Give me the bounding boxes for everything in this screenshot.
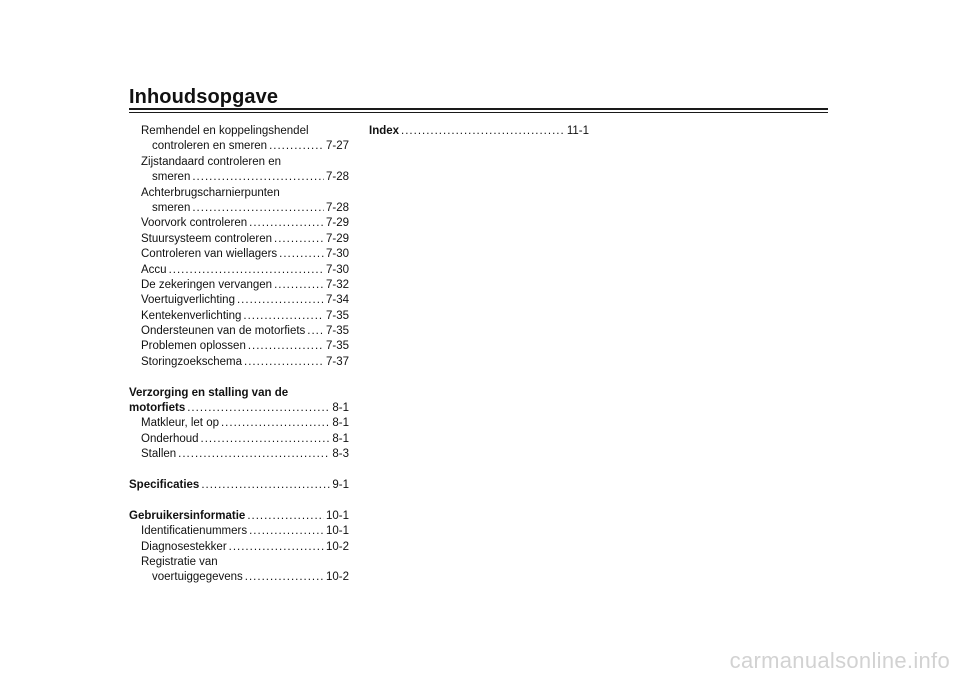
- toc-entry-title: voertuiggegevens: [152, 571, 243, 584]
- toc-page-number: 7-34: [325, 294, 349, 307]
- title-rule-thin: [129, 112, 828, 113]
- toc-entry-title: Problemen oplossen: [141, 340, 246, 353]
- toc-page-number: 10-2: [325, 571, 349, 584]
- toc-page-number: 7-37: [325, 355, 349, 368]
- toc-page-number: 7-27: [325, 140, 349, 153]
- toc-page-number: 8-1: [332, 432, 349, 445]
- toc-entry[interactable]: [129, 524, 349, 539]
- toc-page-number: 9-1: [332, 478, 349, 491]
- toc-entry[interactable]: [129, 355, 349, 370]
- dot-leader: [178, 447, 330, 462]
- toc-entry-title: controleren en smeren: [152, 140, 268, 153]
- toc-entry[interactable]: [129, 139, 349, 154]
- toc-entry-label: Zijstandaard controleren en: [141, 155, 281, 168]
- toc-entry-title: Kentekenverlichting: [141, 309, 242, 322]
- dot-leader: [248, 339, 324, 354]
- dot-leader: [249, 216, 324, 231]
- dot-leader: [401, 124, 565, 139]
- toc-page-number: 7-32: [325, 278, 349, 291]
- dot-leader: [244, 355, 324, 370]
- section-spacer: [129, 463, 349, 478]
- toc-entry[interactable]: [129, 293, 349, 308]
- toc-entry-title: Voertuigverlichting: [141, 294, 235, 307]
- dot-leader: [279, 247, 324, 262]
- toc-entry[interactable]: [129, 170, 349, 185]
- toc-entry-label: Remhendel en koppelingshendel: [141, 125, 309, 137]
- toc-page-number: 7-28: [325, 171, 349, 184]
- toc-page-number: 7-35: [325, 325, 349, 338]
- dot-leader: [192, 170, 324, 185]
- toc-entry-title: Stuursysteem controleren: [141, 232, 273, 245]
- toc-entry[interactable]: [129, 278, 349, 293]
- toc-page-number: 7-30: [325, 248, 349, 261]
- toc-entry[interactable]: [129, 216, 349, 231]
- toc-entry[interactable]: [129, 447, 349, 462]
- toc-section-entry[interactable]: [369, 124, 589, 139]
- toc-page-number: 7-28: [325, 201, 349, 214]
- toc-page-number: 10-1: [325, 509, 349, 522]
- toc-entry-title: smeren: [152, 171, 191, 184]
- dot-leader: [249, 524, 324, 539]
- dot-leader: [274, 278, 324, 293]
- dot-leader: [221, 416, 330, 431]
- watermark-text: carmanualsonline.info: [729, 648, 950, 673]
- dot-leader: [237, 293, 324, 308]
- toc-entry-title: Ondersteunen van de motorfiets: [141, 325, 306, 338]
- toc-page-number: 7-29: [325, 232, 349, 245]
- toc-entry[interactable]: [129, 540, 349, 555]
- toc-column-right: [369, 124, 589, 139]
- toc-page-number: 11-1: [566, 125, 589, 137]
- toc-entry-title: Voorvork controleren: [141, 217, 248, 230]
- toc-entry-title: Stallen: [141, 448, 177, 461]
- toc-section-title: Index: [369, 125, 400, 137]
- toc-page-number: 7-35: [325, 309, 349, 322]
- toc-entry[interactable]: [129, 309, 349, 324]
- toc-entry[interactable]: [129, 432, 349, 447]
- toc-entry-title: smeren: [152, 201, 191, 214]
- toc-section-entry[interactable]: [129, 509, 349, 524]
- toc-page-number: 8-1: [332, 402, 349, 415]
- toc-entry-title: Onderhoud: [141, 432, 199, 445]
- toc-entry-title: Storingzoekschema: [141, 355, 242, 368]
- dot-leader: [192, 201, 324, 216]
- title-rule-thick: [129, 108, 828, 110]
- toc-entry-title: Matkleur, let op: [141, 417, 219, 430]
- toc-entry-title: Identificatienummers: [141, 525, 248, 538]
- section-spacer: [129, 493, 349, 508]
- dot-leader: [187, 401, 330, 416]
- dot-leader: [201, 478, 330, 493]
- dot-leader: [247, 509, 324, 524]
- toc-page-number: 10-2: [325, 540, 349, 553]
- page-title: Inhoudsopgave: [129, 86, 279, 108]
- toc-section-label: Verzorging en stalling van de: [129, 386, 289, 399]
- toc-entry[interactable]: [129, 416, 349, 431]
- toc-entry[interactable]: [129, 263, 349, 278]
- toc-entry[interactable]: [129, 339, 349, 354]
- toc-page-number: 7-30: [325, 263, 349, 276]
- toc-section-title: motorfiets: [129, 402, 186, 415]
- toc-entry-title: Accu: [141, 263, 167, 276]
- toc-entry[interactable]: [129, 201, 349, 216]
- toc-entry[interactable]: [129, 247, 349, 262]
- toc-column-left: [129, 124, 349, 586]
- toc-page-number: 8-3: [332, 448, 349, 461]
- toc-section-title: Specificaties: [129, 478, 200, 491]
- toc-entry-label: Achterbrugscharnierpunten: [141, 186, 280, 199]
- section-spacer: [129, 370, 349, 385]
- dot-leader: [229, 540, 324, 555]
- dot-leader: [201, 432, 331, 447]
- toc-section-entry[interactable]: [129, 401, 349, 416]
- toc-entry[interactable]: [129, 570, 349, 585]
- dot-leader: [274, 232, 324, 247]
- dot-leader: [269, 139, 324, 154]
- toc-section-title: Gebruikersinformatie: [129, 509, 246, 522]
- toc-entry-title: Diagnosestekker: [141, 540, 227, 553]
- toc-entry[interactable]: [129, 232, 349, 247]
- toc-page-number: 8-1: [332, 417, 349, 430]
- dot-leader: [307, 324, 324, 339]
- toc-page-number: 7-35: [325, 340, 349, 353]
- dot-leader: [243, 309, 324, 324]
- toc-page-number: 10-1: [325, 525, 349, 538]
- toc-page-number: 7-29: [325, 217, 349, 230]
- toc-entry-title: De zekeringen vervangen: [141, 278, 273, 291]
- dot-leader: [169, 263, 324, 278]
- toc-entry-label: Registratie van: [141, 555, 218, 568]
- toc-entry[interactable]: [129, 324, 349, 339]
- toc-entry-title: Controleren van wiellagers: [141, 248, 278, 261]
- toc-section-entry[interactable]: [129, 478, 349, 493]
- dot-leader: [245, 570, 324, 585]
